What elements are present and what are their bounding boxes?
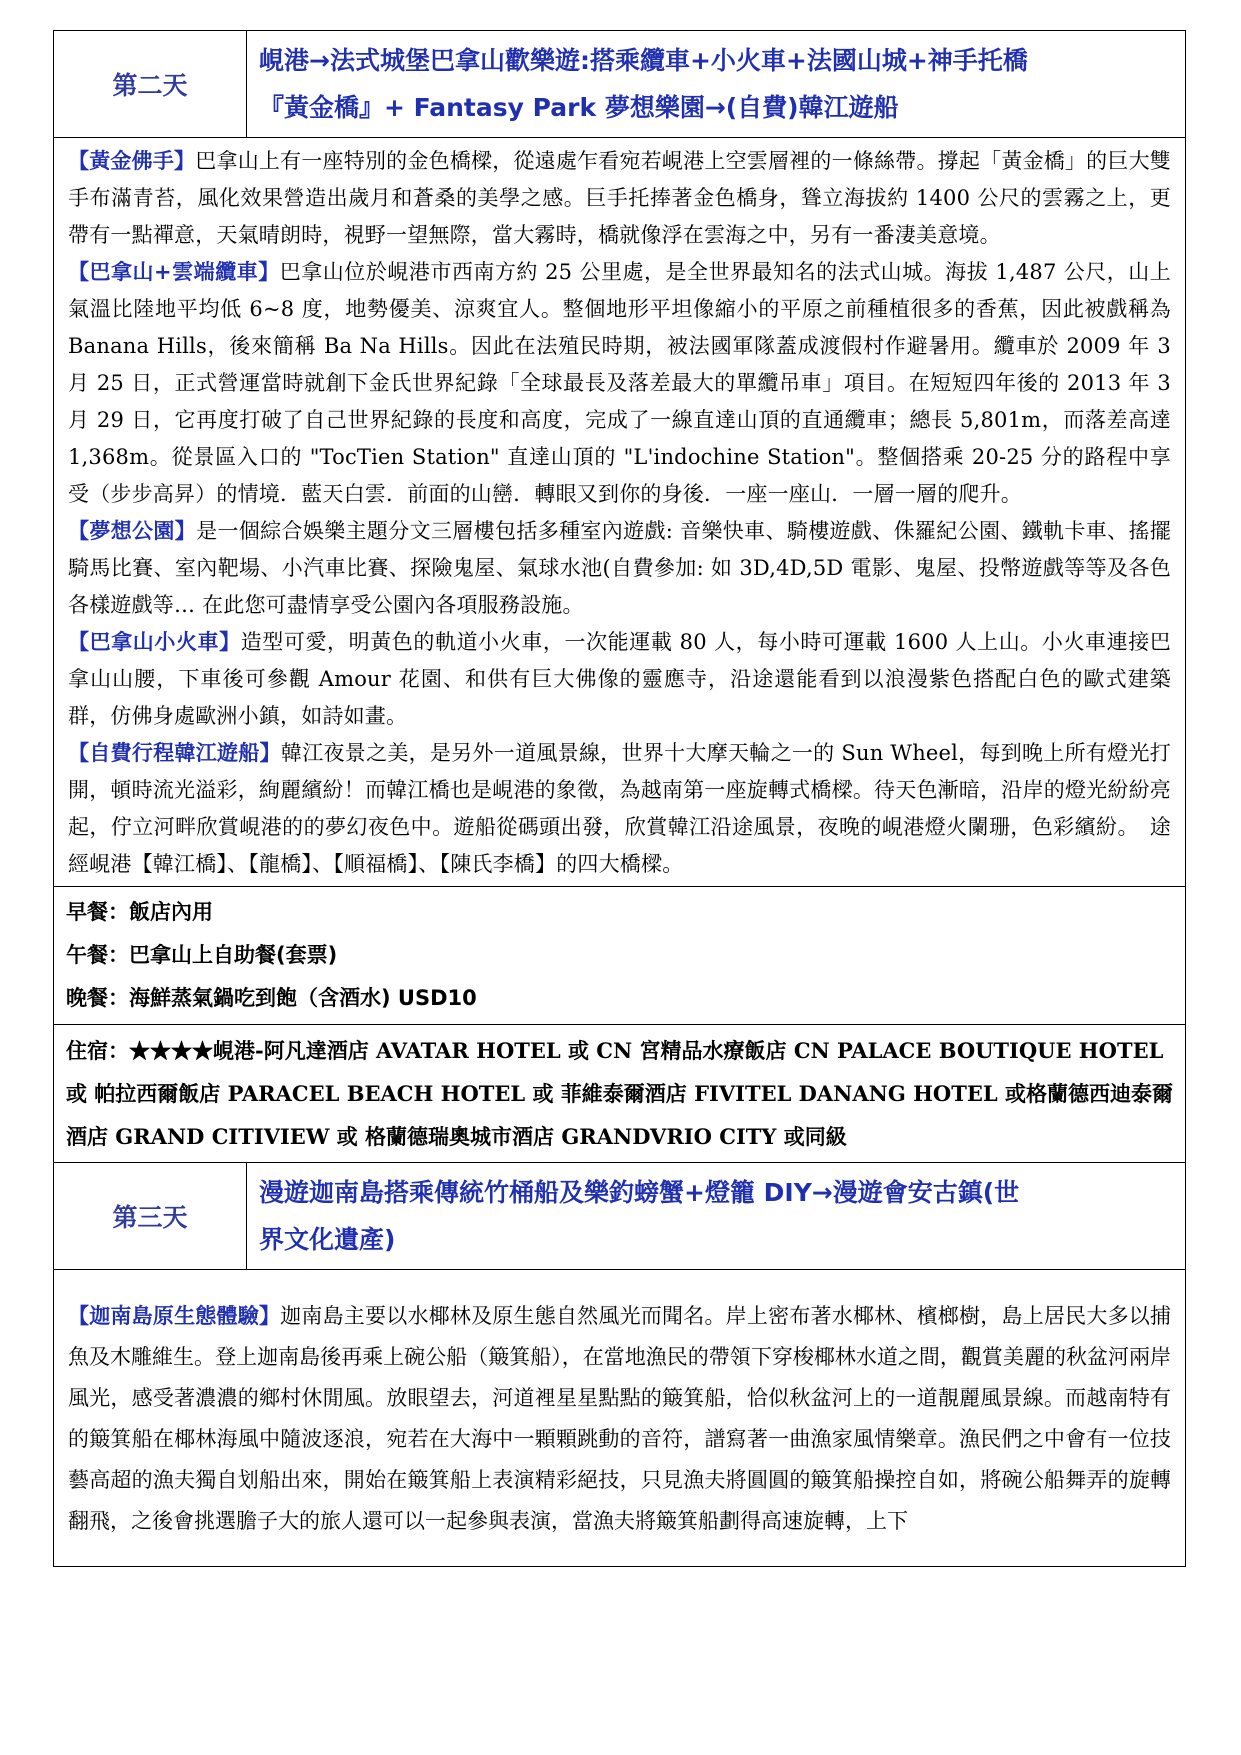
day3-title-line1: 漫遊迦南島搭乘傳統竹桶船及樂釣螃蟹+燈籠 DIY→漫遊會安古鎮(世 — [259, 1178, 1020, 1207]
day2-title-line2: 『黃金橋』+ Fantasy Park 夢想樂園→(自費)韓江遊船 — [259, 93, 899, 122]
section-text: 韓江夜景之美，是另外一道風景線，世界十大摩天輪之一的 Sun Wheel，每到晚上所有燈光打開，頓時流光溢彩，絢麗繽紛！而韓江橋也是峴港的象徵，為越南第一座旋轉式橋樑。待天色漸暗，沿岸的燈光紛紛亮起，佇立河畔欣賞峴港的的夢幻夜色中。遊船從碼頭出發，欣賞韓江沿途風景，夜晚的峴港燈火闌珊，色彩繽紛。 途經峴港【韓江橋】、【龍橋】、【順福橋】、【陳氏李橋】的四大橋樑。 — [68, 741, 1171, 876]
section-heading: 【夢想公園】 — [68, 519, 197, 543]
section-heading: 【巴拿山小火車】 — [68, 630, 241, 654]
section-heading: 【自費行程韓江遊船】 — [68, 741, 281, 765]
itinerary-table — [53, 30, 1186, 1567]
dinner-info: 晚餐：海鮮蒸氣鍋吃到飽（含酒水) USD10 — [66, 986, 477, 1010]
lunch-info: 午餐：巴拿山上自助餐(套票) — [66, 943, 338, 967]
itinerary-page — [53, 30, 1186, 1567]
section-text: 是一個綜合娛樂主題分文三層樓包括多種室內遊戲: 音樂快車、騎樓遊戲、侏羅紀公園、鐵軌卡車、搖擺騎馬比賽、室內靶場、小汽車比賽、探險鬼屋、氣球水池(自費參加: 如 3D,4D,5D 電影、鬼屋、投幣遊戲等等及各色各樣遊戲等… 在此您可盡情享受公園內各項服務設施。 — [68, 519, 1171, 617]
section-text: 巴拿山位於峴港市西南方約 25 公里處，是全世界最知名的法式山城。海拔 1,487 公尺，山上氣溫比陸地平均低 6~8 度，地勢優美、涼爽宜人。整個地形平坦像縮小的平原之前種植很多的香蕉，因此被戲稱為 Banana Hills，後來簡稱 Ba Na Hills。因此在法殖民時期，被法國軍隊蓋成渡假村作避暑用。纜車於 2009 年 3 月 25 日，正式營運當時就創下金氏世界紀錄「全球最長及落差最大的單纜吊車」項目。在短短四年後的 2013 年 3 月 29 日，它再度打破了自己世界紀錄的長度和高度，完成了一線直達山頂的直通纜車；總長 5,801m，而落差高達 1,368m。從景區入口的 "TocTien Station" 直達山頂的 "L'indochine Station"。整個搭乘 20-25 分的路程中享受（步步高昇）的情境．藍天白雲．前面的山巒．轉眼又到你的身後．一座一座山．一層一層的爬升。 — [68, 260, 1171, 506]
day3-description — [54, 1270, 1186, 1567]
day2-hotel: 住宿：★★★★峴港-阿凡達酒店 AVATAR HOTEL 或 CN 宮精品水療飯店 CN PALACE BOUTIQUE HOTEL 或 帕拉西爾飯店 PARACEL BEACH HOTEL 或 菲維泰爾酒店 FIVITEL DANANG HOTEL 或格蘭德西迪泰爾酒店 GRAND CITIVIEW 或 格蘭德瑞奧城市酒店 GRANDVRIO CITY 或同級 — [54, 1025, 1186, 1163]
day2-title — [247, 31, 1186, 138]
day3-label: 第三天 — [54, 1163, 247, 1270]
day2-section-fantasy-park — [68, 513, 1171, 624]
day2-section-han-river-cruise — [68, 735, 1171, 883]
day2-section-bana-train — [68, 624, 1171, 735]
day3-body-row — [54, 1270, 1186, 1567]
day3-title-line2: 界文化遺產) — [259, 1225, 396, 1254]
day2-section-bana-cable-car — [68, 254, 1171, 513]
section-heading: 【黃金佛手】 — [68, 149, 196, 173]
day2-description — [54, 138, 1186, 887]
day3-title — [247, 1163, 1186, 1270]
day2-meals — [54, 887, 1186, 1025]
breakfast-info: 早餐：飯店內用 — [66, 900, 213, 924]
section-heading: 【迦南島原生態體驗】 — [68, 1304, 281, 1328]
section-text: 巴拿山上有一座特別的金色橋樑，從遠處乍看宛若峴港上空雲層裡的一條絲帶。撐起「黃金橋」的巨大雙手布滿青苔，風化效果營造出歲月和蒼桑的美學之感。巨手托捧著金色橋身，聳立海拔約 1400 公尺的雲霧之上，更帶有一點禪意，天氣晴朗時，視野一望無際，當大霧時，橋就像浮在雲海之中，另有一番淒美意境。 — [68, 149, 1172, 247]
day2-section-golden-bridge — [68, 143, 1171, 254]
section-heading: 【巴拿山+雲端纜車】 — [68, 260, 280, 284]
day2-meals-row — [54, 887, 1186, 1025]
day2-hotel-row — [54, 1025, 1186, 1163]
day2-label: 第二天 — [54, 31, 247, 138]
day2-body-row — [54, 138, 1186, 887]
day2-title-line1: 峴港→法式城堡巴拿山歡樂遊:搭乘纜車+小火車+法國山城+神手托橋 — [259, 46, 1028, 75]
day3-section-cam-thanh — [68, 1296, 1171, 1542]
day2-header-row — [54, 31, 1186, 138]
section-text: 造型可愛，明黃色的軌道小火車，一次能運載 80 人，每小時可運載 1600 人上山。小火車連接巴拿山山腰，下車後可參觀 Amour 花園、和供有巨大佛像的靈應寺，沿途還能看到以浪漫紫色搭配白色的歐式建築群，仿佛身處歐洲小鎮，如詩如畫。 — [68, 630, 1171, 728]
section-text: 迦南島主要以水椰林及原生態自然風光而聞名。岸上密布著水椰林、檳榔樹，島上居民大多以捕魚及木雕維生。登上迦南島後再乘上碗公船（簸箕船），在當地漁民的帶領下穿梭椰林水道之間，觀賞美麗的秋盆河兩岸風光，感受著濃濃的鄉村休閒風。放眼望去，河道裡星星點點的簸箕船，恰似秋盆河上的一道靚麗風景線。而越南特有的簸箕船在椰林海風中隨波逐浪，宛若在大海中一顆顆跳動的音符，譜寫著一曲漁家風情樂章。漁民們之中會有一位技藝高超的漁夫獨自划船出來，開始在簸箕船上表演精彩絕技，只見漁夫將圓圓的簸箕船操控自如，將碗公船舞弄的旋轉翻飛，之後會挑選膽子大的旅人還可以一起參與表演，當漁夫將簸箕船劃得高速旋轉，上下 — [68, 1304, 1171, 1533]
day3-header-row — [54, 1163, 1186, 1270]
